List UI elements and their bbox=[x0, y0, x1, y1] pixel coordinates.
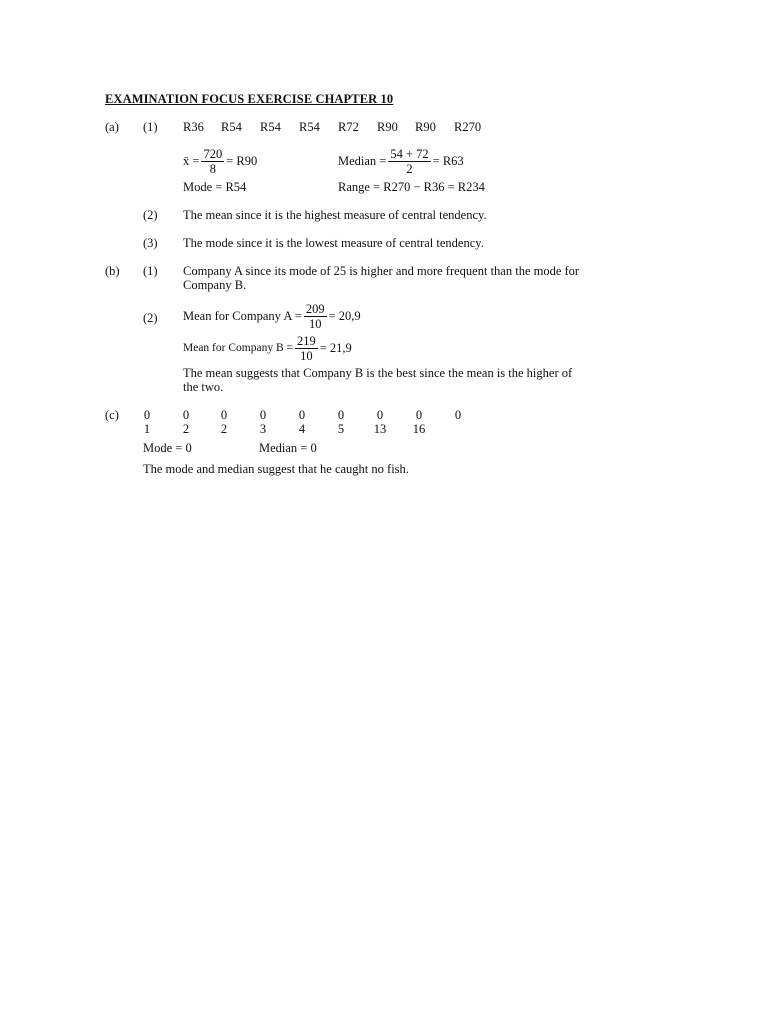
mode-line: Mode = R54 bbox=[183, 180, 247, 194]
c-row-1-value: 0 bbox=[298, 408, 306, 422]
company-b-denominator: 10 bbox=[300, 349, 313, 363]
c-row-1-value: 0 bbox=[337, 408, 345, 422]
a1-value: R72 bbox=[338, 120, 359, 134]
a3-text: The mode since it is the lowest measure of central tendency. bbox=[183, 236, 484, 250]
median-numerator: 54 + 72 bbox=[390, 147, 429, 161]
company-a-label: Mean for Company A = bbox=[183, 309, 302, 324]
c-row-2-value: 5 bbox=[337, 422, 345, 436]
a1-number: (1) bbox=[143, 120, 158, 134]
company-a-denominator: 10 bbox=[308, 317, 322, 331]
c-row-1-value: 0 bbox=[259, 408, 267, 422]
section-c-label: (c) bbox=[105, 408, 119, 422]
c-row-2-value: 2 bbox=[182, 422, 190, 436]
mean-numerator: 720 bbox=[203, 147, 223, 161]
mean-symbol: x̄ = bbox=[183, 154, 200, 169]
company-b-result: = 21,9 bbox=[319, 341, 352, 356]
section-b-label: (b) bbox=[105, 264, 120, 278]
mean-formula bbox=[183, 147, 257, 176]
c-row-2 bbox=[143, 422, 473, 438]
median-denominator: 2 bbox=[406, 162, 413, 176]
a1-value: R270 bbox=[454, 120, 482, 134]
a1-value: R36 bbox=[183, 120, 204, 134]
c-row-1-value: 0 bbox=[415, 408, 423, 422]
c-row-1-value: 0 bbox=[376, 408, 384, 422]
median-result: = R63 bbox=[432, 154, 464, 169]
c-median: Median = 0 bbox=[259, 441, 317, 455]
company-b-mean bbox=[183, 334, 352, 363]
b2-number: (2) bbox=[143, 311, 158, 325]
a2-number: (2) bbox=[143, 208, 158, 222]
median-label: Median = bbox=[338, 154, 387, 169]
a2-text: The mean since it is the highest measure of central tendency. bbox=[183, 208, 487, 222]
c-row-2-value: 16 bbox=[412, 422, 426, 436]
c-row-1-value: 0 bbox=[182, 408, 190, 422]
section-a-label: (a) bbox=[105, 120, 119, 134]
mean-fraction bbox=[201, 147, 224, 176]
company-b-fraction bbox=[295, 334, 318, 363]
a1-value: R54 bbox=[260, 120, 281, 134]
c-row-2-value: 1 bbox=[143, 422, 151, 436]
company-a-fraction bbox=[304, 302, 327, 331]
median-formula bbox=[338, 147, 464, 176]
company-b-numerator: 219 bbox=[296, 334, 316, 348]
page-title: EXAMINATION FOCUS EXERCISE CHAPTER 10 bbox=[105, 92, 394, 106]
mean-result: = R90 bbox=[226, 154, 258, 169]
mean-denominator: 8 bbox=[209, 162, 216, 176]
c-row-1-value: 0 bbox=[143, 408, 151, 422]
c-row-2-value: 3 bbox=[259, 422, 267, 436]
c-conclusion: The mode and median suggest that he caught no fish. bbox=[143, 462, 409, 476]
c-mode: Mode = 0 bbox=[143, 441, 192, 455]
a1-value: R90 bbox=[377, 120, 398, 134]
range-line: Range = R270 − R36 = R234 bbox=[338, 180, 485, 194]
company-b-label: Mean for Company B = bbox=[183, 341, 293, 354]
company-a-numerator: 209 bbox=[305, 302, 325, 316]
c-row-2-value: 13 bbox=[373, 422, 387, 436]
c-row-2-value: 4 bbox=[298, 422, 306, 436]
b1-number: (1) bbox=[143, 264, 158, 278]
company-a-mean bbox=[183, 302, 361, 331]
b2-conclusion: The mean suggests that Company B is the best since the mean is the higher of the two. bbox=[183, 366, 573, 395]
a3-number: (3) bbox=[143, 236, 158, 250]
a1-value: R90 bbox=[415, 120, 436, 134]
c-row-2-value: 2 bbox=[220, 422, 228, 436]
c-row-1-value: 0 bbox=[220, 408, 228, 422]
c-row-1-value: 0 bbox=[454, 408, 462, 422]
company-a-result: = 20,9 bbox=[328, 309, 361, 324]
a1-value: R54 bbox=[221, 120, 242, 134]
median-fraction bbox=[388, 147, 430, 176]
a1-value: R54 bbox=[299, 120, 320, 134]
b1-text: Company A since its mode of 25 is higher and more frequent than the mode for Company B. bbox=[183, 264, 580, 293]
